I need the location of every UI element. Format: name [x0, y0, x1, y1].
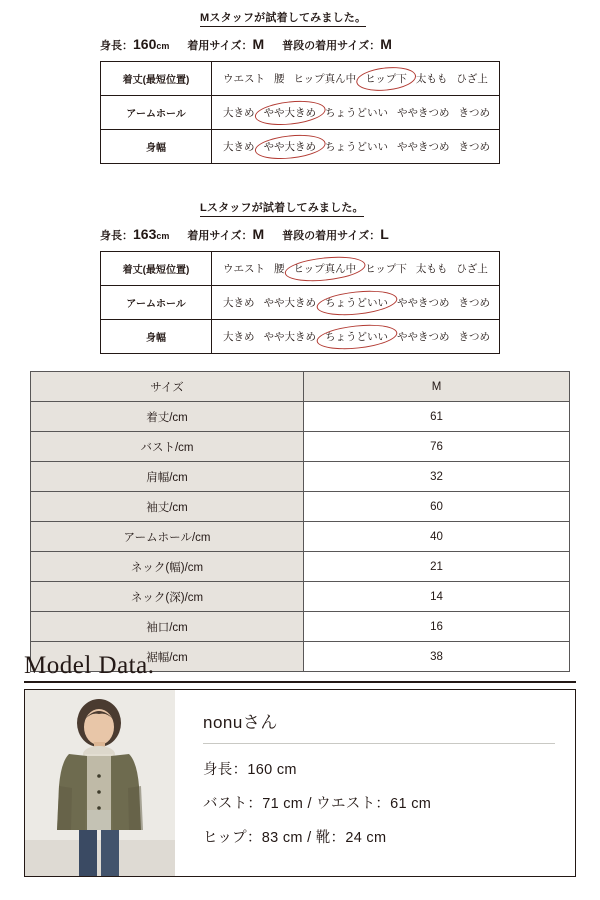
fit-options: [213, 71, 498, 86]
staff-fit-table-m: [100, 61, 500, 164]
fit-option[interactable]: ちょうどいい: [325, 141, 388, 153]
staff-height-label-l: 身長：: [100, 230, 133, 242]
measurement-label: 裾幅/cm: [31, 642, 304, 672]
model-name-divider: [203, 743, 555, 744]
model-photo: [25, 690, 175, 876]
staff-wear-size-value-m: M: [252, 36, 265, 52]
fit-option-selected[interactable]: ヒップ下: [365, 73, 407, 85]
fit-row-options: [212, 286, 500, 320]
measurement-label: ネック(幅)/cm: [31, 552, 304, 582]
staff-review-title-wrap-m: [0, 8, 600, 27]
staff-height-label-m: 身長：: [100, 40, 133, 52]
fit-option[interactable]: 太もも: [415, 263, 448, 275]
table-row: [31, 522, 570, 552]
fit-option[interactable]: ヒップ下: [365, 263, 407, 275]
table-row: [31, 582, 570, 612]
fit-row-label: 着丈(最短位置): [101, 252, 212, 286]
fit-option[interactable]: ひざ上: [456, 263, 488, 275]
fit-option[interactable]: 大きめ: [223, 107, 255, 119]
measurement-label: 袖丈/cm: [31, 492, 304, 522]
measurement-value: 60: [304, 492, 570, 522]
staff-usual-size-m: [282, 36, 392, 53]
fit-option[interactable]: ウエスト: [223, 263, 265, 275]
fit-option-selected[interactable]: ちょうどいい: [325, 297, 388, 309]
measurement-label: アームホール/cm: [31, 522, 304, 552]
fit-option[interactable]: きつめ: [458, 141, 490, 153]
fit-option-selected[interactable]: ちょうどいい: [325, 331, 388, 343]
fit-option-selected[interactable]: ヒップ真ん中: [293, 263, 357, 275]
measurement-value: 32: [304, 462, 570, 492]
measurement-label: 肩幅/cm: [31, 462, 304, 492]
staff-meta-l: [0, 226, 600, 243]
staff-wear-size-label-l: 着用サイズ：: [187, 230, 253, 242]
staff-review-block-l: [0, 198, 600, 354]
fit-row-options: [212, 130, 500, 164]
fit-row-options: [212, 96, 500, 130]
measurement-label: 袖口/cm: [31, 612, 304, 642]
measurement-value: 61: [304, 402, 570, 432]
fit-option[interactable]: ひざ上: [456, 73, 488, 85]
model-name: nonuさん: [203, 713, 278, 732]
staff-wear-size-value-l: M: [252, 226, 265, 242]
fit-option[interactable]: ややきつめ: [397, 297, 450, 309]
model-data-divider: [24, 681, 576, 683]
staff-review-title-wrap-l: [0, 198, 600, 217]
fit-options: [213, 329, 498, 344]
staff-meta-m: [0, 36, 600, 53]
fit-option[interactable]: 腰: [274, 73, 285, 85]
table-row: [101, 62, 500, 96]
staff-height-unit-l: cm: [156, 231, 170, 241]
fit-option[interactable]: 腰: [274, 263, 285, 275]
model-height: 身長：160 cm: [203, 762, 297, 778]
fit-option[interactable]: ちょうどいい: [325, 107, 388, 119]
fit-option[interactable]: ヒップ真ん中: [293, 73, 357, 85]
fit-row-label: 着丈(最短位置): [101, 62, 212, 96]
measurement-value: 21: [304, 552, 570, 582]
staff-height-m: [100, 36, 169, 53]
fit-options: [213, 139, 498, 154]
staff-fit-table-l: [100, 251, 500, 354]
fit-row-label: アームホール: [101, 286, 212, 320]
staff-usual-size-value-m: M: [380, 36, 392, 52]
staff-wear-size-l: [187, 226, 264, 243]
fit-option[interactable]: やや大きめ: [263, 331, 316, 343]
table-row: [31, 492, 570, 522]
table-row: [101, 252, 500, 286]
size-col-header: サイズ: [31, 372, 304, 402]
fit-option[interactable]: きつめ: [458, 331, 490, 343]
fit-option[interactable]: きつめ: [458, 107, 490, 119]
fit-option[interactable]: 大きめ: [223, 297, 255, 309]
fit-option[interactable]: ややきつめ: [397, 331, 450, 343]
measurement-value: 14: [304, 582, 570, 612]
model-info: [175, 690, 575, 876]
table-row: [101, 286, 500, 320]
fit-option[interactable]: 太もも: [415, 73, 448, 85]
fit-row-options: [212, 62, 500, 96]
fit-option[interactable]: 大きめ: [223, 141, 255, 153]
staff-height-value-l: 163: [133, 226, 157, 242]
staff-usual-size-l: [282, 226, 389, 243]
fit-row-options: [212, 320, 500, 354]
measurement-value: 40: [304, 522, 570, 552]
fit-options: [213, 295, 498, 310]
size-measurement-table: [30, 371, 570, 672]
table-row: [31, 402, 570, 432]
fit-option-selected[interactable]: やや大きめ: [263, 107, 316, 119]
fit-option[interactable]: ややきつめ: [397, 107, 450, 119]
staff-review-title-l: Lスタッフが試着してみました。: [200, 199, 364, 217]
fit-row-label: 身幅: [101, 320, 212, 354]
fit-options: [213, 105, 498, 120]
staff-usual-size-label-l: 普段の着用サイズ：: [282, 230, 381, 242]
measurement-value: 76: [304, 432, 570, 462]
fit-options: [213, 261, 498, 276]
fit-row-options: [212, 252, 500, 286]
measurement-value: 16: [304, 612, 570, 642]
table-row: [31, 612, 570, 642]
measurement-label: バスト/cm: [31, 432, 304, 462]
staff-wear-size-m: [187, 36, 264, 53]
staff-height-l: [100, 226, 169, 243]
fit-option[interactable]: 大きめ: [223, 331, 255, 343]
staff-review-block-m: [0, 8, 600, 164]
staff-usual-size-label-m: 普段の着用サイズ：: [282, 40, 381, 52]
table-row: [101, 320, 500, 354]
table-row: [101, 96, 500, 130]
table-row: [31, 552, 570, 582]
staff-usual-size-value-l: L: [380, 226, 389, 242]
fit-row-label: アームホール: [101, 96, 212, 130]
fit-option[interactable]: ややきつめ: [397, 141, 450, 153]
fit-option-selected[interactable]: やや大きめ: [263, 141, 316, 153]
table-row: [101, 130, 500, 164]
staff-height-value-m: 160: [133, 36, 157, 52]
fit-option[interactable]: きつめ: [458, 297, 490, 309]
fit-option[interactable]: やや大きめ: [263, 297, 316, 309]
measurement-label: 着丈/cm: [31, 402, 304, 432]
size-col-header-m: M: [304, 372, 570, 402]
table-row: [31, 462, 570, 492]
staff-wear-size-label-m: 着用サイズ：: [187, 40, 253, 52]
model-data-box: [24, 689, 576, 877]
model-data-heading: Model Data.: [24, 652, 155, 679]
model-hip-shoe: ヒップ：83 cm / 靴：24 cm: [203, 830, 387, 846]
staff-height-unit-m: cm: [156, 41, 170, 51]
staff-review-title-m: Mスタッフが試着してみました。: [200, 9, 366, 27]
table-row: [31, 432, 570, 462]
measurement-label: ネック(深)/cm: [31, 582, 304, 612]
measurement-value: 38: [304, 642, 570, 672]
table-header-row: [31, 372, 570, 402]
model-bust-waist: バスト：71 cm / ウエスト：61 cm: [203, 796, 432, 812]
fit-row-label: 身幅: [101, 130, 212, 164]
fit-option[interactable]: ウエスト: [223, 73, 265, 85]
